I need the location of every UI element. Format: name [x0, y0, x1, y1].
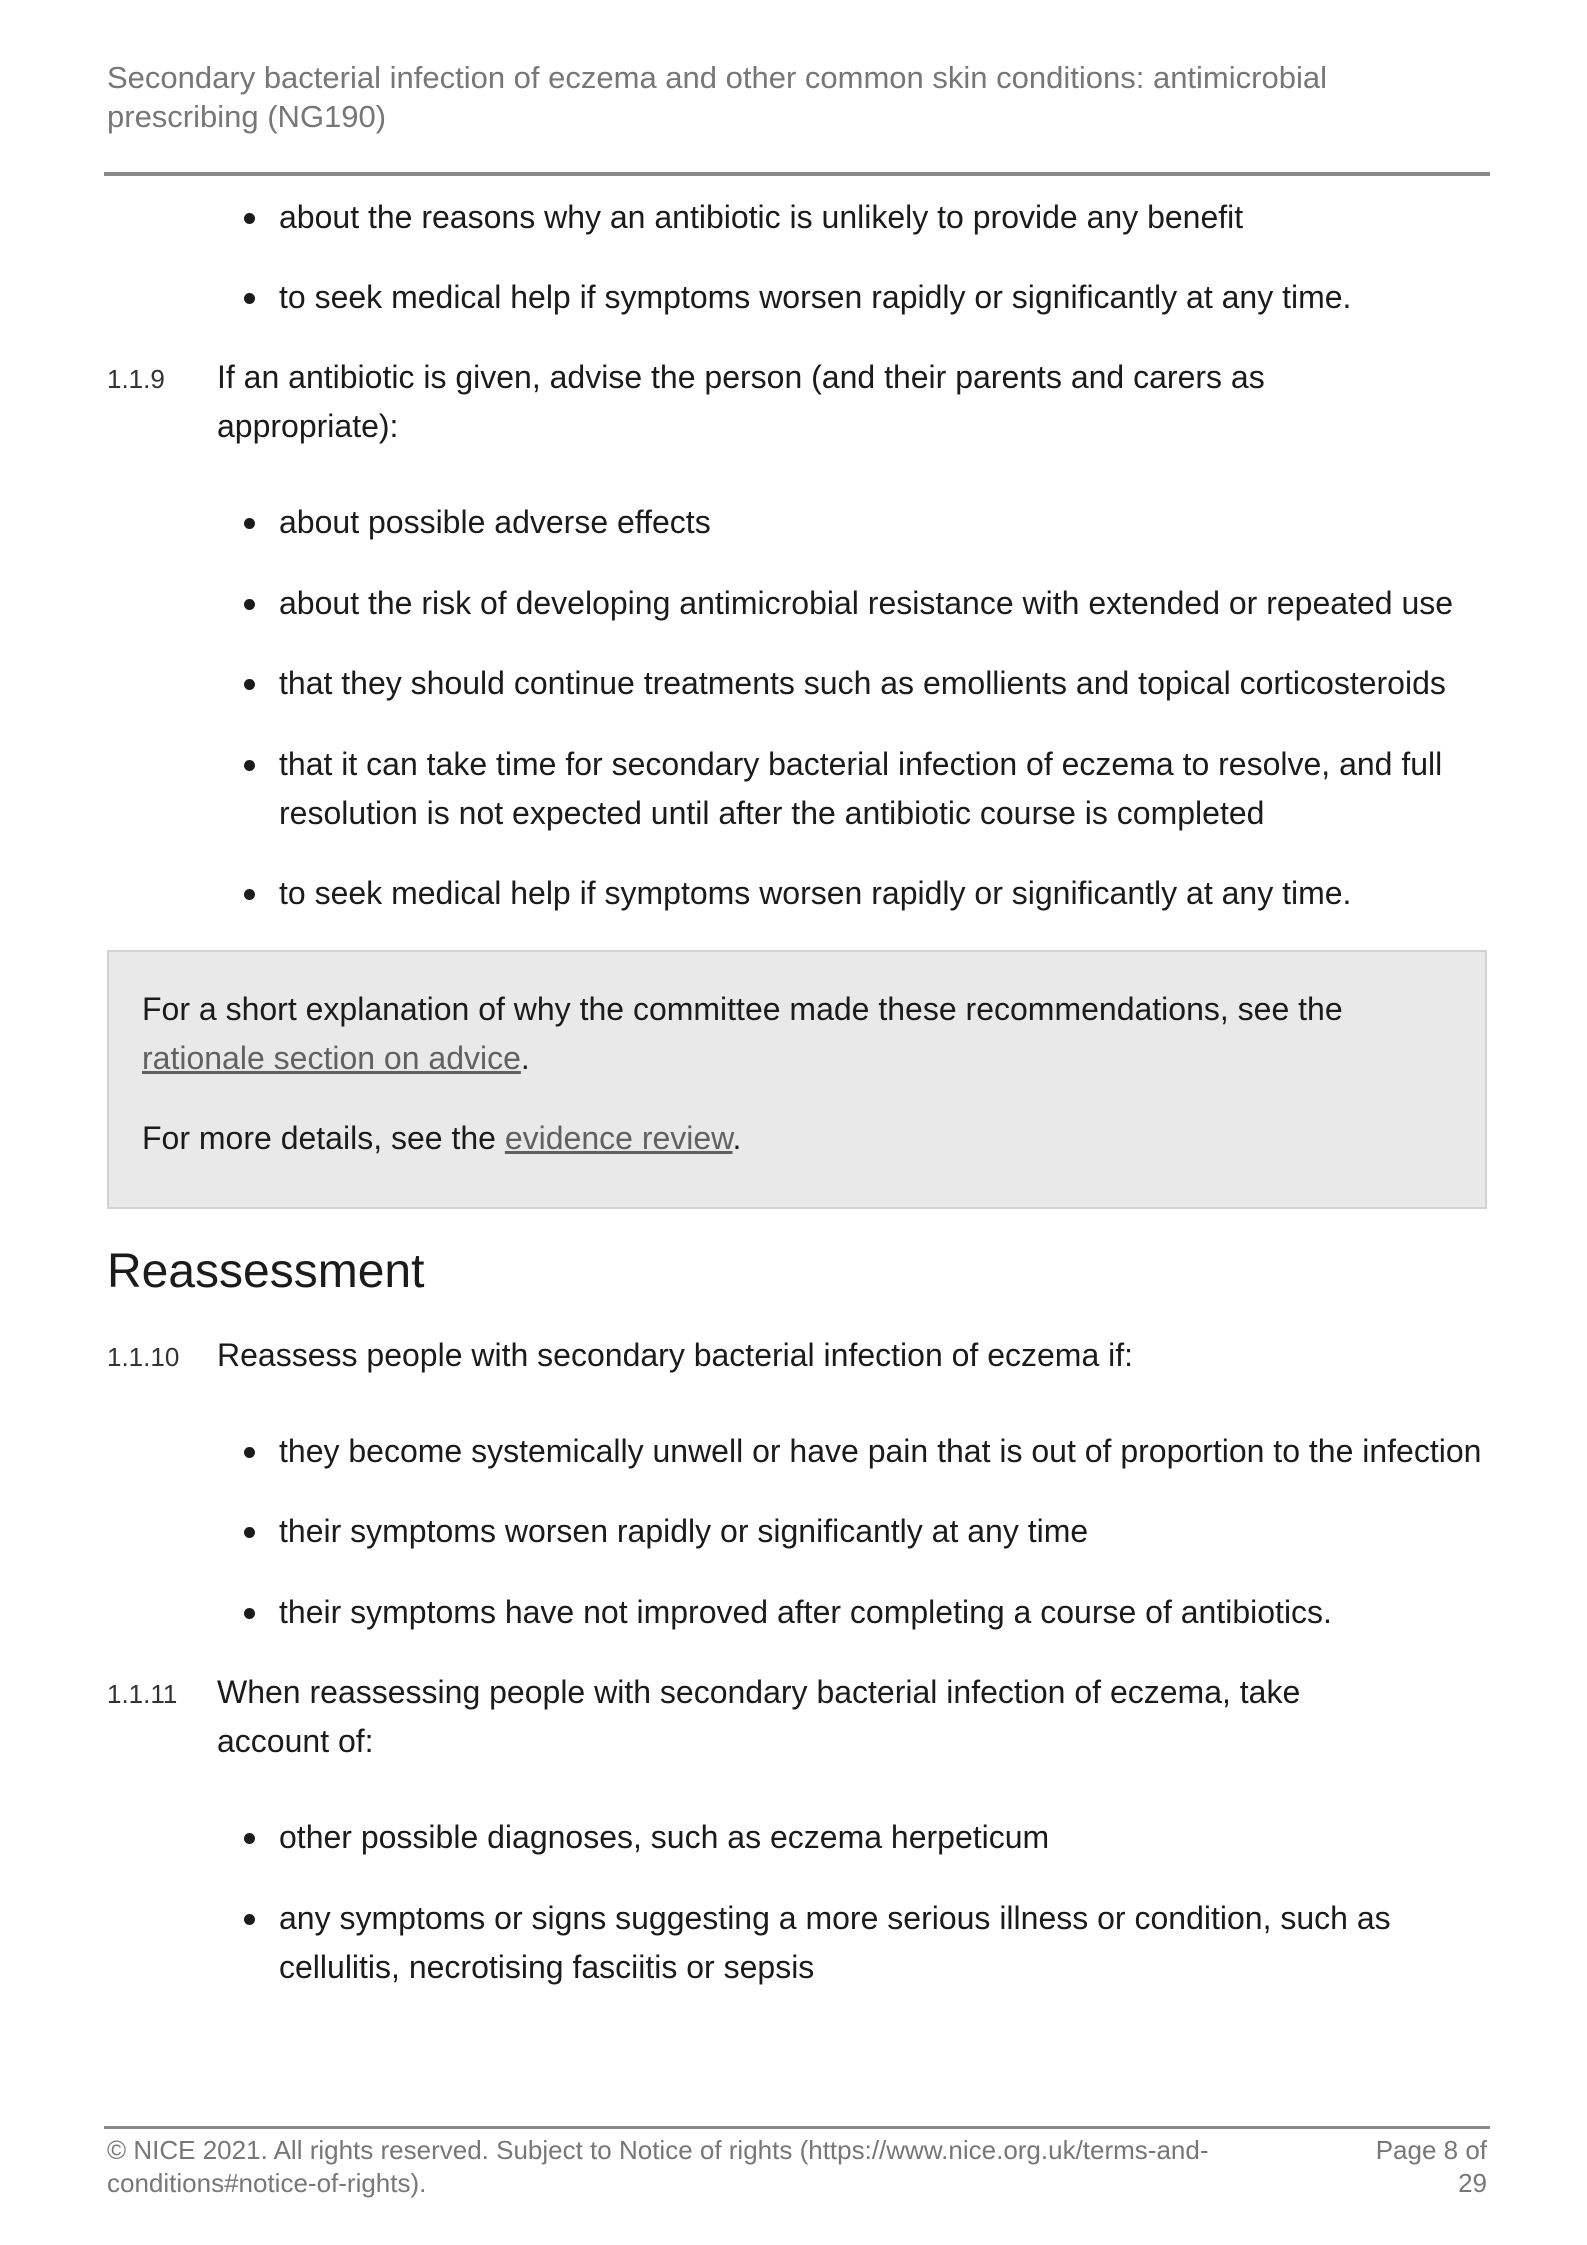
list-item [279, 659, 1489, 708]
list-item-text: other possible diagnoses, such as eczema herpeticum [279, 1819, 1050, 1855]
list-item [279, 273, 1489, 322]
bullet-icon [244, 599, 255, 610]
list-item [279, 1894, 1489, 1992]
rationale-panel [107, 950, 1487, 1209]
footer-copyright: © NICE 2021. All rights reserved. Subject to Notice of rights (https://www.nice.org.uk/terms-and-conditions#notice-of-rights). [107, 2135, 1209, 2198]
bullet-icon [244, 1914, 255, 1925]
rationale-link[interactable]: rationale section on advice [142, 1040, 521, 1076]
page-number: Page 8 of 29 [1375, 2135, 1487, 2198]
recommendation-number: 1.1.9 [107, 364, 165, 394]
list-item [279, 869, 1489, 918]
list-item [279, 1813, 1489, 1862]
list-item-text: they become systemically unwell or have pain that is out of proportion to the infection [279, 1433, 1482, 1469]
bullet-icon [244, 293, 255, 304]
list-item [279, 1427, 1489, 1476]
recommendation-number: 1.1.10 [107, 1342, 180, 1372]
list-item-text: that it can take time for secondary bacterial infection of eczema to resolve, and full resolution is not expected until after the antibiotic course is completed [279, 746, 1443, 831]
bullet-icon [244, 760, 255, 771]
header-divider [104, 172, 1490, 176]
recommendation-text: When reassessing people with secondary bacterial infection of eczema, take account of: [217, 1674, 1301, 1759]
list-item [279, 579, 1489, 628]
list-item [279, 1588, 1489, 1637]
rationale-paragraph [142, 985, 1462, 1083]
list-item [279, 1507, 1489, 1556]
rationale-text: For a short explanation of why the committee made these recommendations, see the [142, 991, 1343, 1027]
list-item [279, 740, 1489, 838]
evidence-review-link[interactable]: evidence review [504, 1120, 733, 1156]
list-item-text: that they should continue treatments such as emollients and topical corticosteroids [279, 665, 1446, 701]
bullet-icon [244, 889, 255, 900]
list-item-text: to seek medical help if symptoms worsen rapidly or significantly at any time. [279, 279, 1352, 315]
list-item-text: about the reasons why an antibiotic is unlikely to provide any benefit [279, 199, 1244, 235]
bullet-icon [244, 1447, 255, 1458]
list-item-text: any symptoms or signs suggesting a more serious illness or condition, such as cellulitis, necrotising fasciitis or sepsis [279, 1900, 1391, 1985]
recommendation-text: If an antibiotic is given, advise the person (and their parents and carers as appropriate): [217, 359, 1265, 444]
evidence-text: For more details, see the [142, 1120, 505, 1156]
punctuation: . [732, 1120, 742, 1156]
list-item-text: their symptoms have not improved after completing a course of antibiotics. [279, 1594, 1332, 1630]
list-item [279, 498, 1489, 547]
bullet-icon [244, 679, 255, 690]
bullet-icon [244, 518, 255, 529]
footer-divider [104, 2126, 1490, 2129]
bullet-icon [244, 1608, 255, 1619]
list-item-text: their symptoms worsen rapidly or significantly at any time [279, 1513, 1089, 1549]
document-header-title: Secondary bacterial infection of eczema and other common skin conditions: antimicrobial prescribing (NG190) [107, 60, 1327, 134]
bullet-icon [244, 1527, 255, 1538]
bullet-icon [244, 1833, 255, 1844]
list-item [279, 193, 1489, 242]
evidence-paragraph [142, 1114, 1462, 1163]
recommendation-text: Reassess people with secondary bacterial infection of eczema if: [217, 1337, 1134, 1373]
section-heading-reassessment: Reassessment [107, 1245, 425, 1298]
punctuation: . [520, 1040, 530, 1076]
bullet-icon [244, 213, 255, 224]
recommendation-number: 1.1.11 [107, 1679, 178, 1709]
list-item-text: about possible adverse effects [279, 504, 711, 540]
list-item-text: to seek medical help if symptoms worsen rapidly or significantly at any time. [279, 875, 1352, 911]
list-item-text: about the risk of developing antimicrobial resistance with extended or repeated use [279, 585, 1454, 621]
